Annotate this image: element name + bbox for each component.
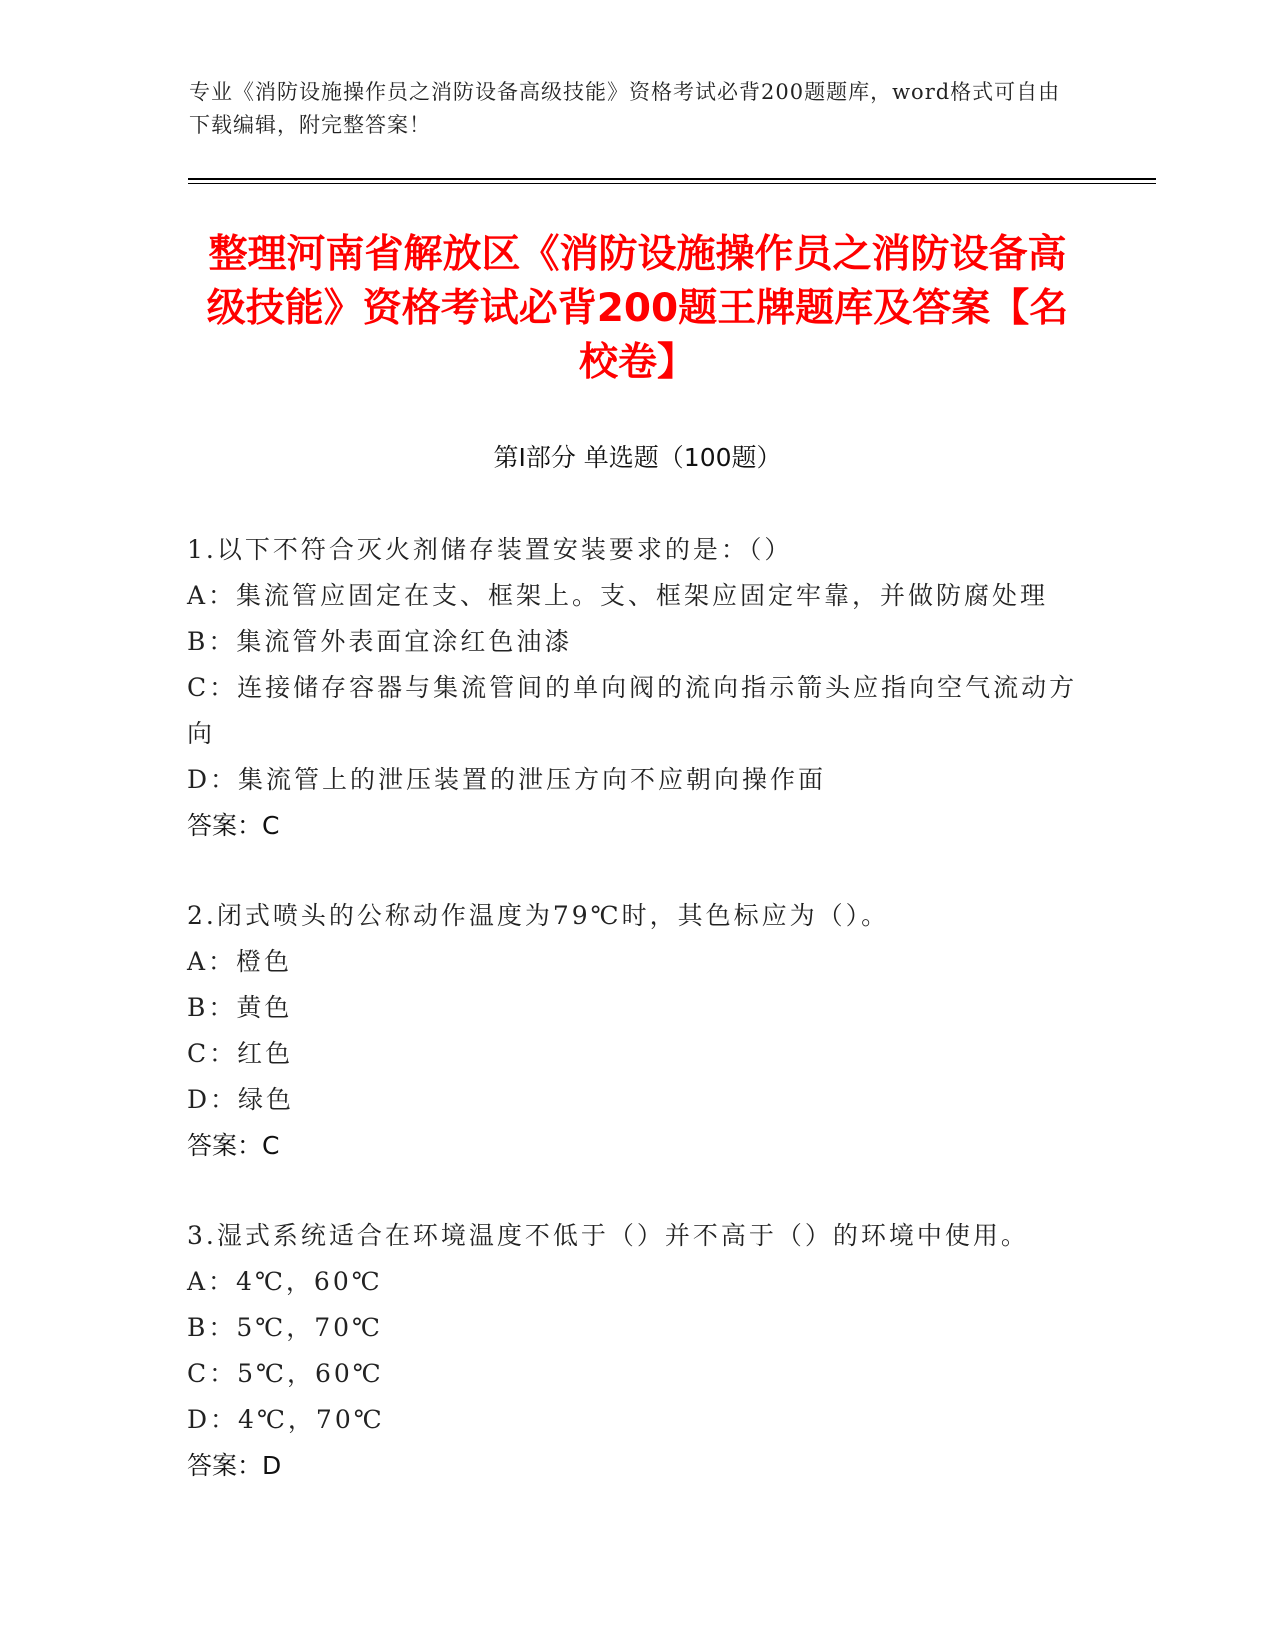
option-c: C：连接储存容器与集流管间的单向阀的流向指示箭头应指向空气流动方向 [187,673,1078,748]
option-c: C：红色 [187,1039,294,1068]
answer-line: 答案：C [187,811,280,840]
section-title: 第Ⅰ部分 单选题（100题） [493,443,782,472]
option-b: B：5℃，70℃ [187,1313,384,1342]
header-note: 专业《消防设施操作员之消防设备高级技能》资格考试必背200题题库，word格式可自由下载编辑，附完整答案！ [189,80,1061,137]
question-3 [187,1213,1087,1489]
option-a: A：4℃，60℃ [187,1267,383,1296]
document-title: 整理河南省解放区《消防设施操作员之消防设备高级技能》资格考试必背200题王牌题库及答案【名校卷】 [206,232,1069,385]
option-b: B：集流管外表面宜涂红色油漆 [187,627,573,656]
option-a: A：集流管应固定在支、框架上。支、框架应固定牢靠，并做防腐处理 [187,581,1049,610]
question-1 [187,527,1087,849]
header-rule-thick [188,178,1156,180]
header-rule-thin [188,183,1156,184]
question-stem: 1.以下不符合灭火剂储存装置安装要求的是：（） [187,535,793,564]
option-d: D：绿色 [187,1085,295,1114]
question-stem: 3.湿式系统适合在环境温度不低于（）并不高于（）的环境中使用。 [187,1221,1029,1250]
answer-line: 答案：C [187,1131,280,1160]
answer-line: 答案：D [187,1451,282,1480]
option-a: A：橙色 [187,947,293,976]
option-d: D：集流管上的泄压装置的泄压方向不应朝向操作面 [187,765,827,794]
question-stem: 2.闭式喷头的公称动作温度为79℃时，其色标应为（）。 [187,901,890,930]
question-2 [187,893,1087,1169]
option-b: B：黄色 [187,993,293,1022]
option-d: D：4℃，70℃ [187,1405,385,1434]
question-list [187,527,1087,1533]
option-c: C：5℃，60℃ [187,1359,384,1388]
